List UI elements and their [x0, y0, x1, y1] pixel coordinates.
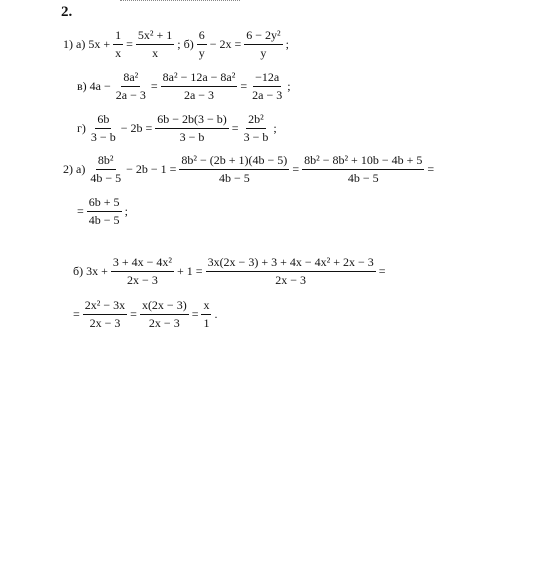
math-text: − 2x =: [209, 37, 242, 51]
fraction-numerator: 5x² + 1: [136, 28, 174, 45]
math-text: =: [427, 162, 435, 176]
fraction-denominator: 4b − 5: [347, 171, 379, 185]
fraction: [206, 255, 376, 288]
math-text: =: [130, 307, 137, 321]
fraction: [111, 255, 174, 288]
top-scan-artifact: [120, 0, 240, 3]
fraction-numerator: 8a²: [121, 70, 140, 87]
fraction-numerator: 6 − 2y²: [244, 28, 282, 45]
fraction-denominator: y: [260, 46, 267, 60]
math-text: =: [240, 79, 248, 93]
math-text: в) 4a −: [77, 79, 111, 93]
fraction: [201, 298, 211, 331]
fraction-numerator: 8b²: [96, 153, 116, 170]
fraction: [161, 70, 238, 103]
fraction: [197, 28, 207, 61]
math-text: ;: [273, 121, 277, 135]
math-text: =: [378, 264, 386, 278]
fraction-denominator: 2x − 3: [89, 316, 121, 330]
fraction-denominator: 3 − b: [179, 130, 205, 144]
math-text: =: [77, 204, 84, 218]
math-text: .: [214, 307, 218, 321]
problem-number: 2.: [61, 4, 73, 20]
fraction-denominator: 4b − 5: [90, 171, 122, 185]
fraction-numerator: 6b + 5: [87, 195, 122, 212]
fraction-denominator: 1: [203, 316, 210, 330]
fraction: [83, 298, 127, 331]
fraction-denominator: 2a − 3: [183, 88, 215, 102]
fraction: [242, 112, 271, 145]
math-text: ;: [124, 204, 128, 218]
math-text: + 1 =: [177, 264, 203, 278]
math-text: ;: [285, 37, 289, 51]
fraction: [114, 70, 148, 103]
fraction-numerator: 8a² − 12a − 8a²: [161, 70, 238, 87]
fraction: [89, 112, 118, 145]
math-text: 2) а): [63, 162, 86, 176]
fraction-numerator: 3x(2x − 3) + 3 + 4x − 4x² + 2x − 3: [206, 255, 376, 272]
fraction-denominator: x: [115, 46, 122, 60]
fraction-numerator: 2b²: [246, 112, 266, 129]
fraction: [113, 28, 123, 61]
fraction: [140, 298, 189, 331]
fraction-denominator: 4b − 5: [218, 171, 250, 185]
solution-line-1v: [76, 70, 292, 103]
fraction: [302, 153, 424, 186]
solution-line-2a: [62, 153, 435, 186]
fraction-denominator: 4b − 5: [88, 213, 120, 227]
math-text: =: [292, 162, 300, 176]
solution-line-2b: [72, 255, 387, 288]
fraction: [250, 70, 284, 103]
fraction-numerator: 2x² − 3x: [83, 298, 127, 315]
fraction-denominator: 2a − 3: [115, 88, 146, 102]
math-text: − 2b =: [120, 121, 153, 135]
fraction-numerator: −12a: [253, 70, 281, 87]
fraction: [155, 112, 229, 145]
math-text: =: [73, 307, 80, 321]
math-text: 1) а) 5x +: [63, 37, 111, 51]
math-text: =: [231, 121, 239, 135]
fraction-numerator: 6b: [95, 112, 111, 129]
fraction-numerator: 3 + 4x − 4x²: [111, 255, 174, 272]
fraction: [88, 153, 123, 186]
math-text: =: [191, 307, 199, 321]
fraction: [244, 28, 282, 61]
fraction-numerator: 6b − 2b(3 − b): [155, 112, 229, 129]
fraction-denominator: 3 − b: [90, 130, 116, 144]
fraction-denominator: x: [152, 46, 159, 60]
math-text: =: [150, 79, 158, 93]
fraction-denominator: 3 − b: [243, 130, 269, 144]
solution-line-1a-1b: [62, 28, 290, 61]
fraction-denominator: 2a − 3: [252, 88, 283, 102]
solution-line-2a-continued: [76, 195, 129, 228]
fraction-numerator: 8b² − 8b² + 10b − 4b + 5: [302, 153, 424, 170]
math-text: − 2b − 1 =: [126, 162, 177, 176]
fraction-numerator: 1: [113, 28, 123, 45]
fraction-denominator: 2x − 3: [148, 316, 180, 330]
fraction-numerator: 8b² − (2b + 1)(4b − 5): [179, 153, 289, 170]
fraction-denominator: 2x − 3: [127, 273, 158, 287]
fraction: [179, 153, 289, 186]
solution-line-1g: [76, 112, 278, 145]
fraction-numerator: x(2x − 3): [140, 298, 189, 315]
fraction: [87, 195, 122, 228]
math-text: ;: [287, 79, 291, 93]
solution-line-2b-continued: [72, 298, 218, 331]
fraction-denominator: 2x − 3: [275, 273, 307, 287]
math-text: ; б): [177, 37, 194, 51]
fraction-denominator: y: [198, 46, 205, 60]
fraction-numerator: x: [201, 298, 211, 315]
math-text: г): [77, 121, 86, 135]
fraction-numerator: 6: [197, 28, 207, 45]
math-text: =: [126, 37, 133, 51]
math-text: б) 3x +: [73, 264, 108, 278]
fraction: [136, 28, 174, 61]
